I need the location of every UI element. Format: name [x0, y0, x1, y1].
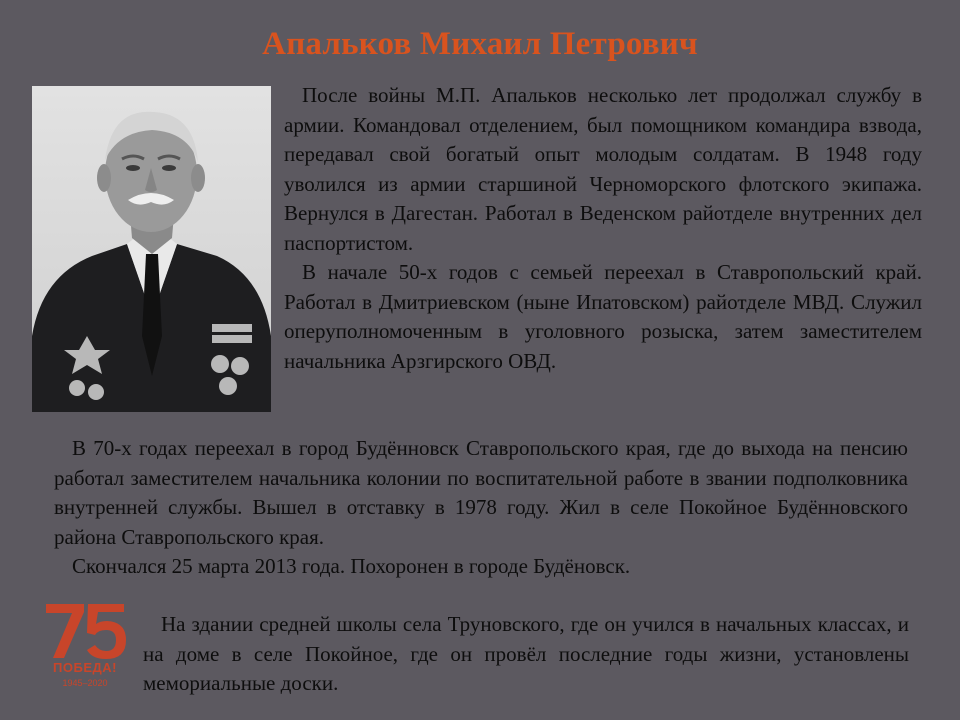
paragraph-budennovsk: В 70-х годах переехал в город Будённовск Ставропольского края, где до выхода на пенсию работал заместителем начальника колонии по воспитательной работе в звании подполковника внутренней службы. Вышел в отставку в 1978 году. Жил в селе Покойное Будённовского района Ставропольского края. [54, 436, 908, 549]
biography-block-2 [54, 434, 908, 582]
paragraph-stavropol: В начале 50-х годов с семьей переехал в Ставропольский край. Работал в Дмитриевском (ныне Ипатовском) райотделе МВД. Служил оперуполномоченным в уголовного розыска, затем заместителем начальника Арзгирского ОВД. [284, 260, 922, 373]
portrait-icon [32, 86, 271, 412]
logo-caption: ПОБЕДА! [53, 660, 117, 675]
paragraph-memorial: На здании средней школы села Труновского, где он учился в начальных классах, и на доме в селе Покойное, где он провёл последние годы жизни, установлены мемориальные доски. [143, 612, 909, 695]
logo-years: 1945–2020 [62, 678, 108, 688]
portrait-photo [32, 86, 271, 412]
victory-75-logo [40, 598, 130, 698]
biography-block-3 [143, 610, 909, 699]
victory-75-icon [40, 598, 130, 660]
paragraph-after-war: После войны М.П. Апальков несколько лет продолжал службу в армии. Командовал отделением, был помощником командира взвода, передавал свой богатый опыт молодым солдатам. В 1948 году уволился из армии старшиной Черноморского флотского экипажа. Вернулся в Дагестан. Работал в Веденском райотделе внутренних дел паспортистом. [284, 83, 922, 255]
paragraph-death: Скончался 25 марта 2013 года. Похоронен в городе Будёновск. [72, 554, 631, 578]
page-title: Апальков Михаил Петрович [262, 26, 698, 62]
biography-block-1 [284, 81, 922, 376]
